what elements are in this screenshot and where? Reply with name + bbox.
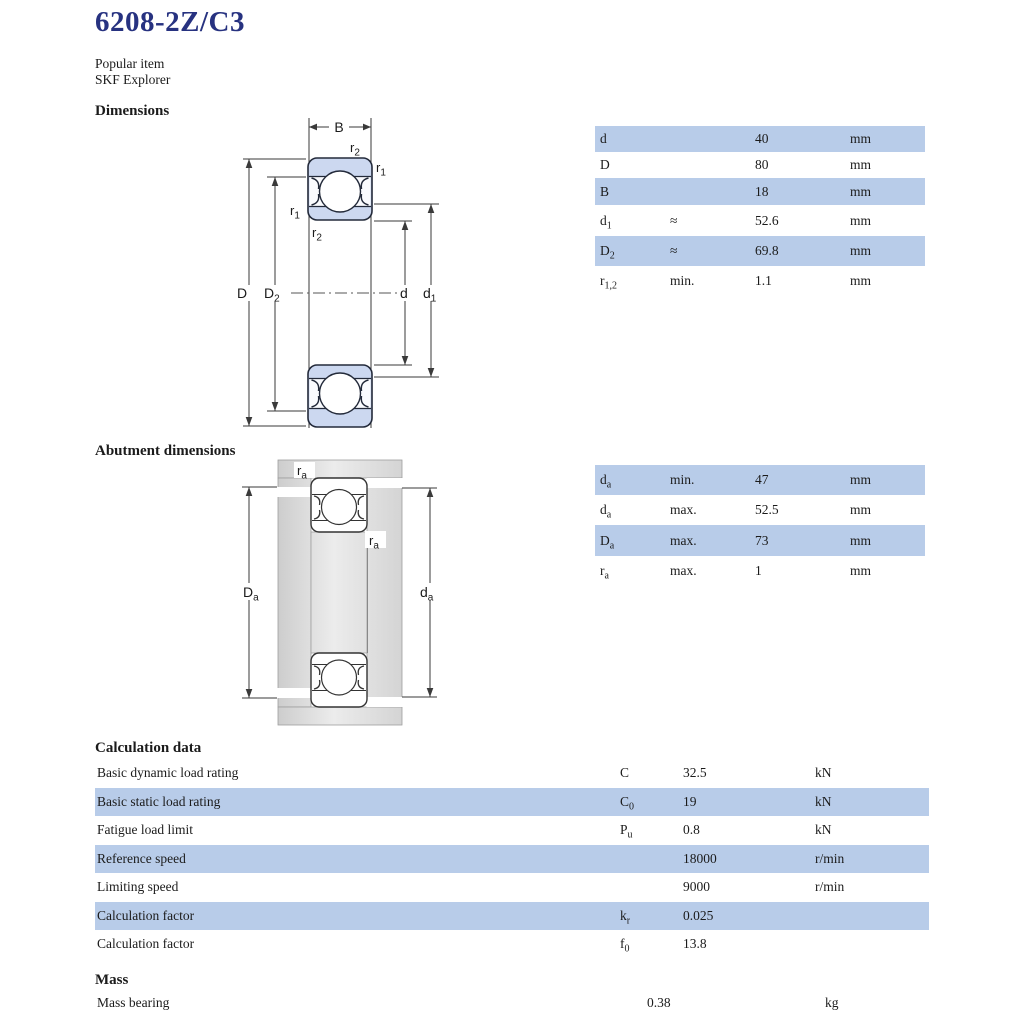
calc-value: 0.8 bbox=[683, 822, 700, 838]
calc-value: 0.025 bbox=[683, 907, 714, 923]
table-row bbox=[95, 873, 929, 902]
label-ra-top: $r_a$ bbox=[297, 463, 307, 482]
calc-symbol: $k_r$ bbox=[620, 907, 631, 927]
table-row bbox=[95, 902, 929, 931]
table-row bbox=[595, 266, 925, 296]
spec-unit: mm bbox=[850, 212, 872, 228]
label-d1: $d_1$ bbox=[423, 285, 437, 305]
calc-unit: r/min bbox=[815, 850, 845, 866]
spec-condition: max. bbox=[670, 502, 697, 517]
abutment-bearing-top bbox=[311, 478, 367, 532]
label-r2-top: $r_2$ bbox=[350, 140, 360, 159]
calc-unit: r/min bbox=[815, 879, 845, 895]
spec-condition: ≈ bbox=[670, 212, 678, 228]
calc-label: Fatigue load limit bbox=[97, 822, 193, 838]
ball bbox=[320, 373, 361, 414]
spec-unit: mm bbox=[850, 131, 872, 146]
table-row bbox=[595, 236, 925, 266]
calc-label: Calculation factor bbox=[97, 907, 195, 923]
calc-symbol: $f_0$ bbox=[620, 936, 630, 955]
tag-skf-explorer: SKF Explorer bbox=[95, 71, 171, 87]
table-row bbox=[95, 845, 929, 874]
spec-value: 52.5 bbox=[755, 502, 779, 517]
ball bbox=[320, 171, 361, 212]
abutment-bearing-bottom bbox=[311, 653, 367, 707]
product-tags bbox=[95, 56, 170, 87]
spec-condition: max. bbox=[670, 563, 697, 578]
table-row bbox=[595, 525, 925, 556]
table-row bbox=[595, 556, 925, 586]
spec-unit: mm bbox=[850, 157, 872, 172]
spec-unit: mm bbox=[850, 532, 872, 548]
spec-condition: min. bbox=[670, 472, 695, 487]
label-Da: $D_a$ bbox=[243, 584, 259, 604]
calculation-heading: Calculation data bbox=[95, 740, 202, 756]
spec-value: 1 bbox=[755, 563, 762, 578]
spec-symbol: d bbox=[600, 131, 607, 146]
mass-label: Mass bearing bbox=[97, 995, 170, 1010]
label-r2-left: $r_2$ bbox=[312, 225, 322, 244]
spec-unit: mm bbox=[850, 472, 872, 487]
abutment-dimensions-diagram bbox=[238, 455, 445, 730]
spec-value: 1.1 bbox=[755, 273, 772, 288]
spec-symbol: B bbox=[600, 183, 610, 199]
tag-popular-item: Popular item bbox=[95, 56, 165, 71]
dimensions-heading: Dimensions bbox=[95, 103, 170, 119]
spec-symbol: $d_a$ bbox=[600, 472, 612, 491]
spec-unit: mm bbox=[850, 243, 872, 258]
calc-value: 9000 bbox=[683, 879, 710, 895]
spec-value: 47 bbox=[755, 472, 769, 487]
spec-value: 18 bbox=[755, 183, 769, 199]
spec-value: 52.6 bbox=[755, 212, 779, 228]
spec-symbol: $d_a$ bbox=[600, 502, 612, 521]
calc-symbol: $P_u$ bbox=[620, 822, 633, 841]
label-B: B bbox=[334, 119, 344, 135]
calc-value: 32.5 bbox=[683, 765, 707, 781]
table-row bbox=[595, 178, 925, 205]
spec-symbol: $r_{1,2}$ bbox=[600, 273, 617, 292]
calc-value: 19 bbox=[683, 793, 697, 809]
calc-value: 13.8 bbox=[683, 936, 707, 952]
abutment-heading: Abutment dimensions bbox=[95, 443, 236, 459]
table-row bbox=[595, 495, 925, 525]
calculation-table bbox=[95, 759, 929, 959]
spec-symbol: $D_a$ bbox=[600, 532, 615, 552]
calc-symbol: C bbox=[620, 765, 630, 781]
calc-label: Limiting speed bbox=[97, 879, 179, 895]
calc-label: Calculation factor bbox=[97, 936, 195, 952]
table-row bbox=[595, 465, 925, 495]
spec-value: 80 bbox=[755, 157, 769, 172]
calc-label: Basic static load rating bbox=[97, 793, 221, 809]
page-title: 6208-2Z/C3 bbox=[95, 6, 245, 38]
spec-symbol: $r_a$ bbox=[600, 563, 609, 582]
calc-unit: kN bbox=[815, 765, 832, 781]
label-ra-mid: $r_a$ bbox=[369, 533, 379, 552]
abutment-table bbox=[595, 465, 925, 586]
calc-symbol: $C_0$ bbox=[620, 793, 635, 813]
mass-unit: kg bbox=[825, 995, 839, 1010]
table-row bbox=[95, 759, 929, 788]
label-d: d bbox=[400, 285, 408, 301]
calc-value: 18000 bbox=[683, 850, 717, 866]
spec-symbol: D bbox=[600, 157, 610, 172]
bearing-dimensions-diagram bbox=[225, 112, 475, 442]
spec-condition: max. bbox=[670, 532, 697, 548]
ball bbox=[322, 660, 357, 695]
spec-unit: mm bbox=[850, 183, 872, 199]
label-D: D bbox=[236, 285, 248, 301]
bearing-section-bottom bbox=[308, 365, 372, 427]
mass-heading: Mass bbox=[95, 972, 129, 988]
spec-condition: ≈ bbox=[670, 243, 678, 258]
ball bbox=[322, 490, 357, 525]
calc-label: Reference speed bbox=[97, 850, 186, 866]
mass-row bbox=[95, 991, 929, 1015]
calc-unit: kN bbox=[815, 822, 832, 838]
dimensions-table bbox=[595, 126, 925, 296]
spec-symbol: $D_2$ bbox=[600, 243, 615, 262]
label-r1-top: $r_1$ bbox=[376, 160, 386, 179]
table-row bbox=[95, 788, 929, 817]
calc-unit: kN bbox=[815, 793, 832, 809]
spec-value: 73 bbox=[755, 532, 769, 548]
table-row bbox=[595, 152, 925, 178]
table-row bbox=[95, 930, 929, 959]
table-row bbox=[595, 126, 925, 152]
spec-unit: mm bbox=[850, 563, 872, 578]
spec-symbol: $d_1$ bbox=[600, 212, 612, 232]
label-r1-left: $r_1$ bbox=[290, 203, 300, 222]
table-row bbox=[95, 816, 929, 845]
spec-value: 40 bbox=[755, 131, 769, 146]
spec-unit: mm bbox=[850, 502, 872, 517]
spec-condition: min. bbox=[670, 273, 695, 288]
bearing-section-top bbox=[308, 158, 372, 220]
spec-unit: mm bbox=[850, 273, 872, 288]
mass-value: 0.38 bbox=[647, 995, 671, 1010]
table-row bbox=[595, 205, 925, 236]
calc-label: Basic dynamic load rating bbox=[97, 765, 239, 781]
label-D2: $D_2$ bbox=[264, 285, 280, 305]
spec-value: 69.8 bbox=[755, 243, 779, 258]
label-da: $d_a$ bbox=[420, 584, 434, 604]
